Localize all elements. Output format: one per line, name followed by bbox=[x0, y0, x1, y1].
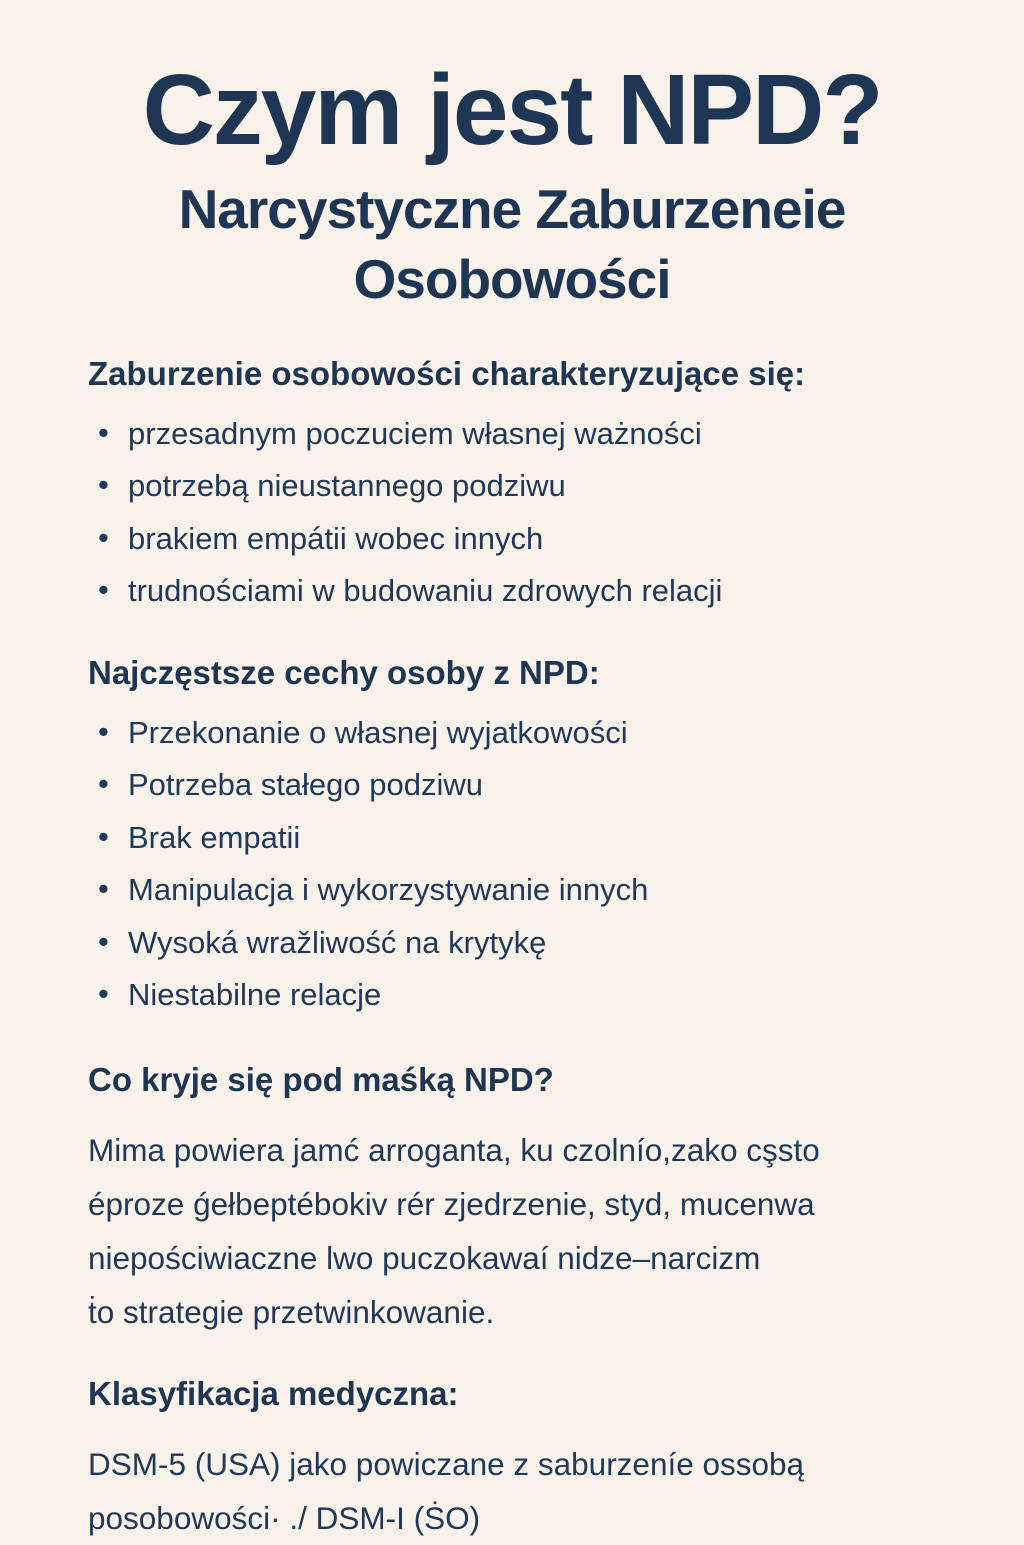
list-item: • Niestabilne relacje bbox=[88, 978, 936, 1011]
bullet-list bbox=[88, 417, 936, 608]
paragraph-line: DSM-5 (USA) jako powiczane z saburzeníe ossobą bbox=[88, 1446, 805, 1483]
paragraph-line: posobowości· ./ DSM-I (ṠO) bbox=[88, 1500, 481, 1537]
paragraph-line: Mima powiera jamć arroganta, ku czolnío,zako cşsto bbox=[88, 1132, 820, 1169]
section-common-traits bbox=[88, 654, 936, 1012]
list-item: • trudnościami w budowaniu zdrowych relacji bbox=[88, 574, 936, 607]
paragraph-line: ṫo strategie przetwinkowanie. bbox=[88, 1294, 495, 1331]
list-item: • przesadnym poczuciem własnej ważności bbox=[88, 417, 936, 450]
paragraph bbox=[88, 1123, 936, 1339]
section-heading: Zaburzenie osobowości charakteryzujące się: bbox=[88, 354, 806, 392]
list-item: • Potrzeba stałego podziwu bbox=[88, 768, 936, 801]
section-medical-classification bbox=[88, 1375, 936, 1545]
paragraph-line: niepościwiaczne lwo puczokawaí nidze–narcizm bbox=[88, 1240, 761, 1277]
section-heading: Najczęstsze cechy osoby z NPD: bbox=[88, 653, 600, 691]
page-subtitle-line: Osobowości bbox=[353, 248, 671, 311]
section-behind-the-mask bbox=[88, 1061, 936, 1339]
page-subtitle bbox=[88, 174, 936, 315]
paragraph-line: éproze ǵełbeptébokiv rér zjedrzenie, styd, mucenwa bbox=[88, 1186, 815, 1223]
list-item: • Manipulacja i wykorzystywanie innych bbox=[88, 873, 936, 906]
list-item: • brakiem empátii wobec innych bbox=[88, 522, 936, 555]
paragraph bbox=[88, 1437, 936, 1545]
list-item: • Brak empatii bbox=[88, 821, 936, 854]
page-title: Czym jest NPD? bbox=[142, 54, 882, 166]
page-subtitle-line: Narcystyczne Zaburzeneie bbox=[178, 178, 846, 240]
list-item: • Przekonanie o własnej wyjatkowości bbox=[88, 716, 936, 749]
section-heading: Co kryje się pod maśką NPD? bbox=[88, 1061, 554, 1099]
list-item: • potrzebą nieustannego podziwu bbox=[88, 469, 936, 502]
section-heading: Klasyfikacja medyczna: bbox=[88, 1375, 459, 1413]
section-disorder-characteristics bbox=[88, 355, 936, 608]
bullet-list bbox=[88, 716, 936, 1012]
list-item: • Wysoká wražliwość na krytykę bbox=[88, 926, 936, 959]
